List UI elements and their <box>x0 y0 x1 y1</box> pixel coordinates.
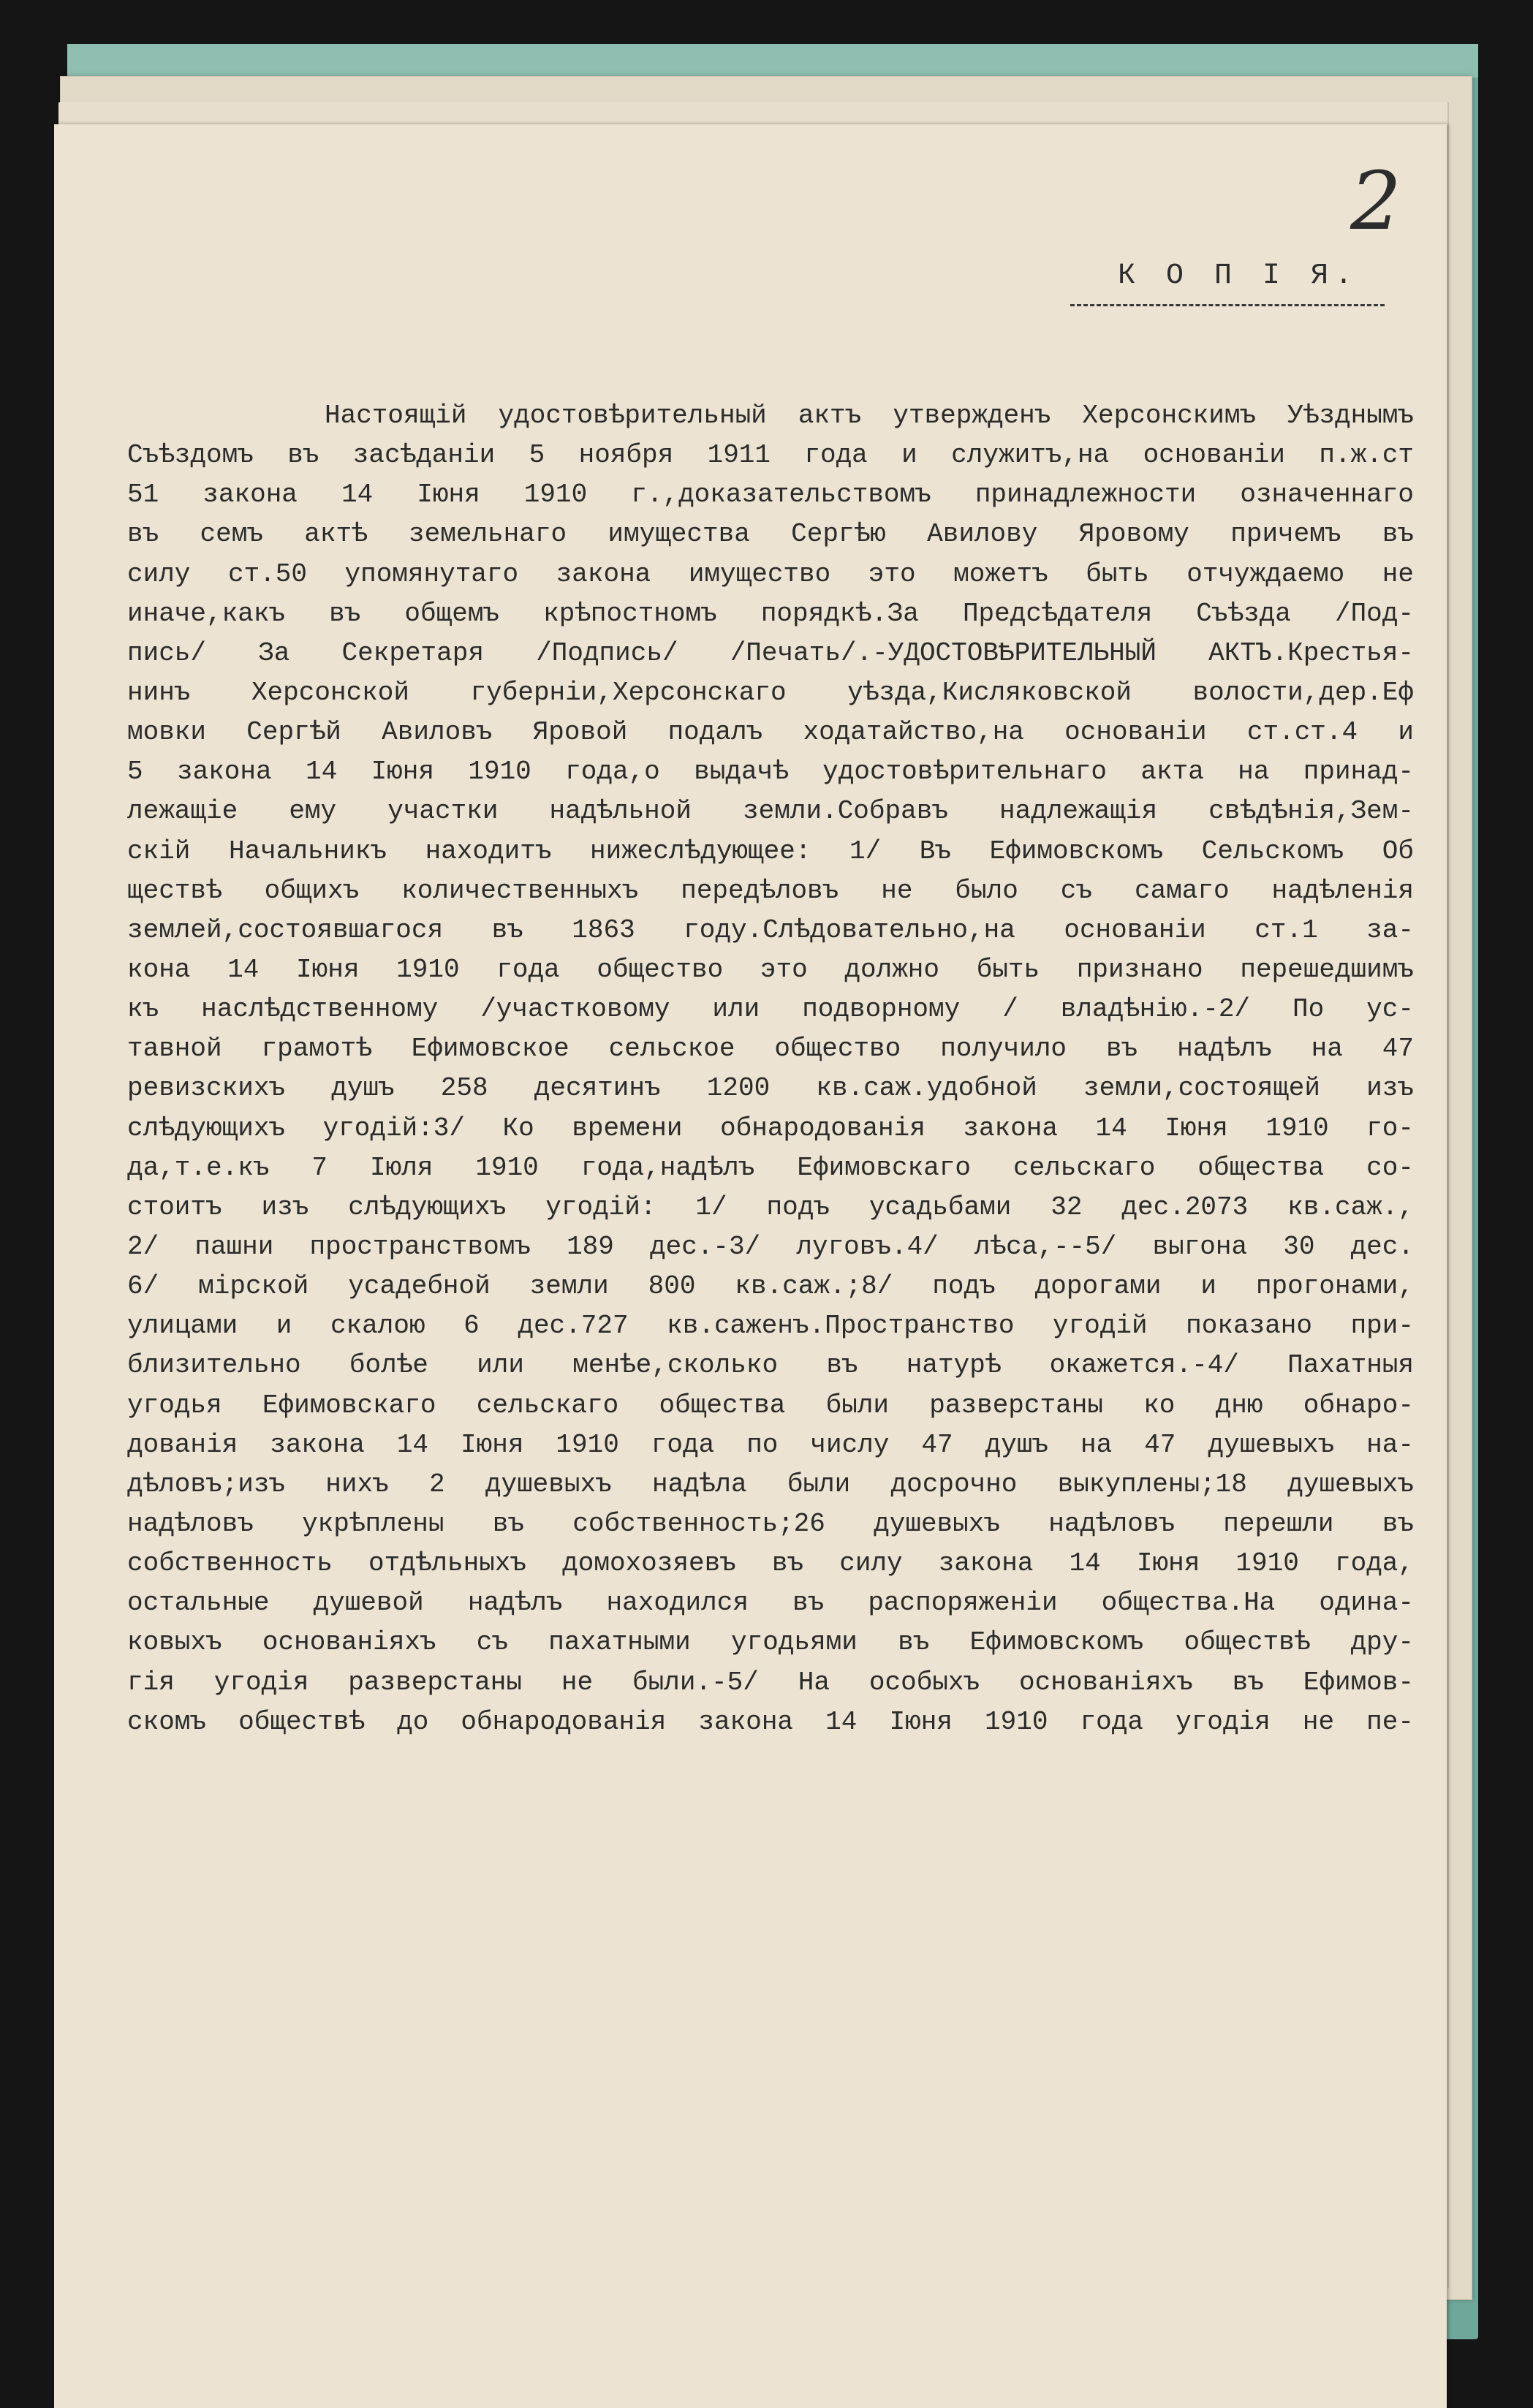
text-line: надѣловъ укрѣплены въ собственность;26 душевыхъ надѣловъ перешли въ <box>127 1508 1414 1539</box>
folder-edge <box>67 44 1478 77</box>
text-line: улицами и скалою 6 дес.727 кв.саженъ.Пространство угодій показано при- <box>127 1311 1414 1341</box>
text-line: близительно болѣе или менѣе,сколько въ натурѣ окажется.-4/ Пахатныя <box>127 1350 1414 1381</box>
text-line: угодья Ефимовскаго сельскаго общества были разверстаны ко дню обнаро- <box>127 1390 1414 1420</box>
text-line: къ наслѣдственному /участковому или подворному / владѣнію.-2/ По ус- <box>127 994 1414 1025</box>
text-line: пись/ За Секретаря /Подпись/ /Печать/.-УДОСТОВѢРИТЕЛЬНЫЙ АКТЪ.Крестья- <box>127 637 1414 668</box>
text-line: слѣдующихъ угодій:3/ Ко времени обнародованія закона 14 Іюня 1910 го- <box>127 1113 1414 1143</box>
text-line: гія угодія разверстаны не были.-5/ На особыхъ основаніяхъ въ Ефимов- <box>127 1667 1414 1697</box>
text-line: скомъ обществѣ до обнародованія закона 14 Іюня 1910 года угодія не пе- <box>127 1706 1414 1737</box>
text-line: землей,состоявшагося въ 1863 году.Слѣдовательно,на основаніи ст.1 за- <box>127 915 1414 945</box>
text-line: ществѣ общихъ количественныхъ передѣловъ не было съ самаго надѣленія <box>127 875 1414 906</box>
text-line: собственность отдѣльныхъ домохозяевъ въ силу закона 14 Іюня 1910 года, <box>127 1548 1414 1579</box>
text-line: стоитъ изъ слѣдующихъ угодій: 1/ подъ усадьбами 32 дес.2073 кв.саж., <box>127 1192 1414 1222</box>
text-line: 5 закона 14 Іюня 1910 года,о выдачѣ удостовѣрительнаго акта на принад- <box>127 757 1414 787</box>
text-line: да,т.е.къ 7 Іюля 1910 года,надѣлъ Ефимовскаго сельскаго общества со- <box>127 1152 1414 1183</box>
text-line: дованія закона 14 Іюня 1910 года по числу 47 душъ на 47 душевыхъ на- <box>127 1429 1414 1460</box>
document-page <box>54 124 1447 2408</box>
text-line: Настоящій удостовѣрительный актъ утвержденъ Херсонскимъ Уѣзднымъ <box>325 401 1414 431</box>
text-line: тавной грамотѣ Ефимовское сельское общество получило въ надѣлъ на 47 <box>127 1034 1414 1064</box>
text-line: ковыхъ основаніяхъ съ пахатными угодьями въ Ефимовскомъ обществѣ дру- <box>127 1627 1414 1658</box>
text-line: мовки Сергѣй Авиловъ Яровой подалъ ходатайство,на основаніи ст.ст.4 и <box>127 717 1414 748</box>
text-line: дѣловъ;изъ нихъ 2 душевыхъ надѣла были досрочно выкуплены;18 душевыхъ <box>127 1469 1414 1499</box>
text-line: въ семъ актѣ земельнаго имущества Сергѣю Авилову Яровому причемъ въ <box>127 519 1414 550</box>
page-number: 2 <box>1350 154 1401 248</box>
text-line: кона 14 Іюня 1910 года общество это должно быть признано перешедшимъ <box>127 954 1414 985</box>
text-line: ревизскихъ душъ 258 десятинъ 1200 кв.саж.удобной земли,состоящей изъ <box>127 1073 1414 1104</box>
title-underline <box>1070 304 1385 306</box>
text-line: скій Начальникъ находитъ нижеслѣдующее: 1/ Въ Ефимовскомъ Сельскомъ Об <box>127 836 1414 866</box>
text-line: остальные душевой надѣлъ находился въ распоряженіи общества.На одина- <box>127 1588 1414 1618</box>
text-line: иначе,какъ въ общемъ крѣпостномъ порядкѣ.За Предсѣдателя Съѣзда /Под- <box>127 598 1414 629</box>
document-title: К О П І Я. <box>1118 260 1360 292</box>
text-line: 51 закона 14 Іюня 1910 г.,доказательствомъ принадлежности означеннаго <box>127 480 1414 510</box>
text-line: силу ст.50 упомянутаго закона имущество это можетъ быть отчуждаемо не <box>127 559 1414 589</box>
text-line: 2/ пашни пространствомъ 189 дес.-3/ луговъ.4/ лѣса,--5/ выгона 30 дес. <box>127 1231 1414 1262</box>
text-line: 6/ мірской усадебной земли 800 кв.саж.;8/ подъ дорогами и прогонами, <box>127 1271 1414 1302</box>
document-body <box>127 396 1414 1742</box>
text-line: нинъ Херсонской губерніи,Херсонскаго уѣзда,Кисляковской волости,дер.Еф <box>127 677 1414 708</box>
text-line: лежащіе ему участки надѣльной земли.Собравъ надлежащія свѣдѣнія,Зем- <box>127 796 1414 827</box>
text-line: Съѣздомъ въ засѣданіи 5 ноября 1911 года и служитъ,на основаніи п.ж.ст <box>127 440 1414 471</box>
